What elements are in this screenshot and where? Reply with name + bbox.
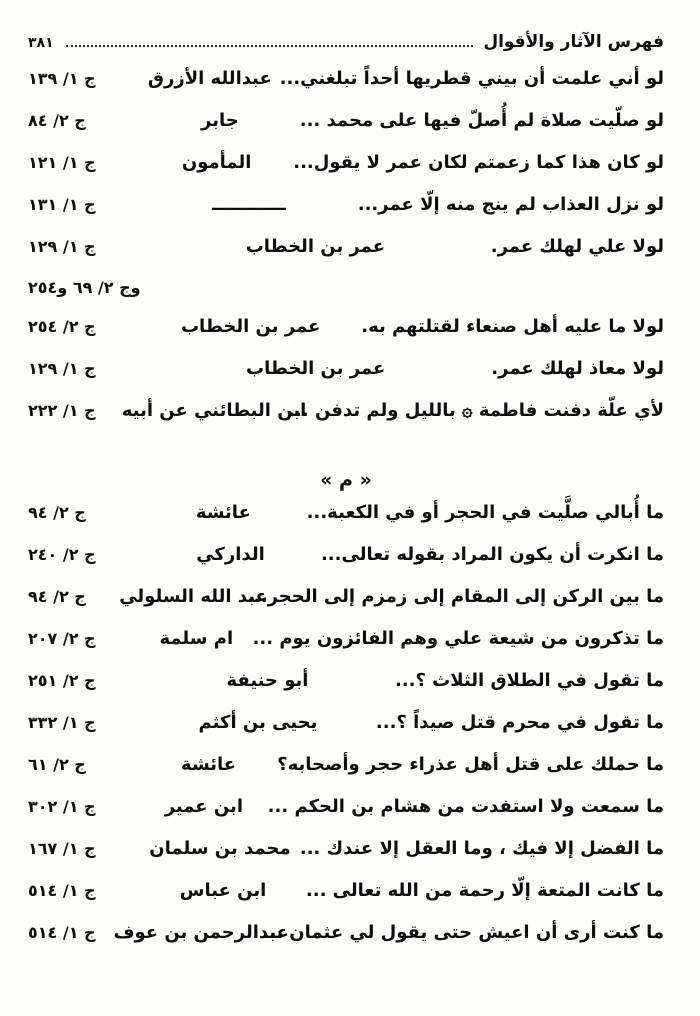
volume-page-reference: ج ١‏/ ٢٢٢ [28, 401, 96, 420]
entry-text: لولا علي لهلك عمر. [490, 236, 664, 257]
narrator-name: ابن عمير [164, 796, 243, 817]
volume-page-reference: ج ٢‏/ ٩٤ [28, 587, 86, 606]
entry-text: لولا ما عليه أهل صنعاء لقتلتهم به. [361, 316, 664, 337]
index-entry-row [28, 922, 664, 964]
volume-page-reference: ج ١‏/ ٣٣٢ [28, 713, 96, 732]
volume-page-reference: ج ٢‏/ ٢٥١ [28, 671, 96, 690]
entry-text: لو كان هذا كما زعمتم لكان عمر لا يقول... [293, 152, 664, 173]
entry-text: ما كنت أرى أن اعيش حتى يقول لي عثمان ... [262, 922, 664, 943]
index-entry-row [28, 796, 664, 838]
narrator-name: عبدالرحمن بن عوف [113, 922, 289, 943]
narrator-name: ابن عباس [179, 880, 267, 901]
index-entry-row [28, 880, 664, 922]
entry-text: ما تذكرون من شيعة علي وهم الفائزون يوم ... [252, 628, 664, 649]
index-entry-row [28, 586, 664, 628]
narrator-name: عائشة [195, 502, 251, 523]
narrator-name: الداركي [196, 544, 265, 565]
narrator-name: ابن البطائني عن أبيه [121, 400, 307, 421]
narrator-name: أبو حنيفة [226, 670, 309, 691]
entry-text: لو أني علمت أن بيني قطريها أحداً تبلغني... [279, 68, 664, 89]
volume-page-reference: ج ١‏/ ٣٠٢ [28, 797, 96, 816]
index-entry-row [28, 316, 664, 358]
narrator-name: عمر بن الخطاب [245, 236, 386, 257]
section-mim-entries [28, 502, 664, 964]
entry-text: لولا معاذ لهلك عمر. [491, 358, 664, 379]
index-entry-row [28, 628, 664, 670]
narrator-name: يحيى بن أكثم [198, 712, 318, 733]
page-header [28, 16, 664, 52]
narrator-name: ام سلمة [159, 628, 234, 649]
volume-page-reference: ج ١‏/ ١٣١ [28, 195, 96, 214]
volume-page-reference: ج ١‏/ ١٢٩ [28, 237, 96, 256]
volume-page-reference: ج ١‏/ ١٢١ [28, 153, 96, 172]
narrator-name: المأمون [181, 152, 252, 173]
index-entry-row [28, 110, 664, 152]
entry-text: ما انكرت أن يكون المراد بقوله تعالى... [320, 544, 664, 565]
entry-text: ما بين الركن إلى المقام إلى زمزم إلى الحجر... [247, 586, 664, 607]
volume-page-reference: ج ٢‏/ ٨٤ [28, 111, 86, 130]
index-entry-row [28, 152, 664, 194]
index-entry-row [28, 544, 664, 586]
volume-page-reference: وج ٢‏/ ٦٩ و٢٥٤ [28, 278, 141, 297]
page-title: فهرس الآثار والأقوال [483, 32, 664, 52]
entry-text: ما تقول في محرم قتل صيداً ؟... [375, 712, 664, 733]
volume-page-reference: ج ٢‏/ ٢٥٤ [28, 317, 96, 336]
narrator-name: محمد بن سلمان [149, 838, 291, 859]
narrator-name: عبد الله السلولي [119, 586, 268, 607]
page-number: ٣٨١ [28, 35, 54, 51]
index-entry-row [28, 400, 664, 442]
index-entry-row [28, 754, 664, 796]
index-entry-row [28, 236, 664, 278]
narrator-name: عمر بن الخطاب [180, 316, 321, 337]
reference-continuation-row [28, 278, 664, 316]
volume-page-reference: ج ٢‏/ ٦١ [28, 755, 86, 774]
narrator-name: جابر [201, 110, 239, 131]
entry-text: لو نزل العذاب لم ينج منه إلّا عمر... [357, 194, 664, 215]
narrator-name: عائشة [181, 754, 237, 775]
entry-text: لو صلّيت صلاة لم أُصلّ فيها على محمد ... [299, 110, 664, 131]
narrator-name: عبدالله الأزرق [147, 68, 272, 89]
entry-text: ما كانت المتعة إلّا رحمة من الله تعالى ... [305, 880, 664, 901]
narrator-name: عمر بن الخطاب [245, 358, 386, 379]
volume-page-reference: ج ٢‏/ ٢٤٠ [28, 545, 96, 564]
volume-page-reference: ج ٢‏/ ٩٤ [28, 503, 86, 522]
dotted-leader [66, 45, 474, 47]
narrator-dash: ــــــــــــ [211, 194, 286, 215]
index-entry-row [28, 68, 664, 110]
index-entry-row [28, 194, 664, 236]
index-entry-row [28, 670, 664, 712]
entry-text: ما أُبالي صلَّيت في الحجر أو في الكعبة... [306, 502, 664, 523]
volume-page-reference: ج ١‏/ ٥١٤ [28, 923, 96, 942]
entry-text: ما الفضل إلا فيك ، وما العقل إلا عندك ... [299, 838, 664, 859]
volume-page-reference: ج ٢‏/ ٢٠٧ [28, 629, 96, 648]
section-heading-mim: « م » [320, 469, 372, 491]
volume-page-reference: ج ١‏/ ١٣٩ [28, 69, 96, 88]
index-entry-row [28, 358, 664, 400]
volume-page-reference: ج ١‏/ ١٢٩ [28, 359, 96, 378]
volume-page-reference: ج ١‏/ ١٦٧ [28, 839, 96, 858]
index-entry-row [28, 502, 664, 544]
volume-page-reference: ج ١‏/ ٥١٤ [28, 881, 96, 900]
entry-text: لأي علّة دفنت فاطمة ۞ بالليل ولم تدفن ... [288, 400, 664, 421]
entry-text: ما تقول في الطلاق الثلاث ؟... [394, 670, 664, 691]
entry-text: ما حملك على قتل أهل عذراء حجر وأصحابه؟ [277, 754, 664, 775]
index-entry-row [28, 712, 664, 754]
section-lam-entries [28, 68, 664, 442]
entry-text: ما سمعت ولا استفدت من هشام بن الحكم ... [267, 796, 664, 817]
index-entry-row [28, 838, 664, 880]
